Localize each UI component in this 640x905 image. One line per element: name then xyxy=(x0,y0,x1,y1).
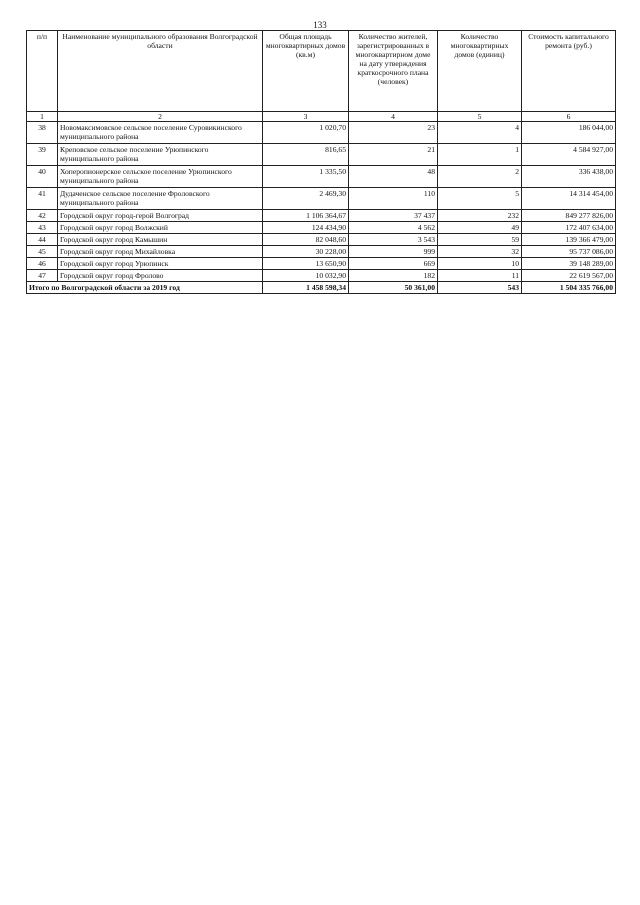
column-number: 6 xyxy=(522,112,616,122)
row-cost: 172 407 634,00 xyxy=(522,222,616,234)
row-name: Городской округ город-герой Волгоград xyxy=(58,210,263,222)
row-name: Креповское сельское поселение Урюпинского муниципального района xyxy=(58,144,263,166)
row-cost: 4 584 927,00 xyxy=(522,144,616,166)
row-residents: 48 xyxy=(349,166,438,188)
row-residents: 182 xyxy=(349,270,438,282)
table-row xyxy=(27,246,616,258)
column-numbers-row xyxy=(27,112,616,122)
table-row xyxy=(27,166,616,188)
row-residents: 669 xyxy=(349,258,438,270)
row-no: 39 xyxy=(27,144,58,166)
total-label: Итого по Волгоградской области за 2019 год xyxy=(27,282,263,294)
row-name: Городской округ город Камышин xyxy=(58,234,263,246)
table-row xyxy=(27,234,616,246)
row-cost: 849 277 826,00 xyxy=(522,210,616,222)
table-header-row xyxy=(27,31,616,112)
column-number: 1 xyxy=(27,112,58,122)
row-residents: 4 562 xyxy=(349,222,438,234)
row-name: Дудаченское сельское поселение Фроловского муниципального района xyxy=(58,188,263,210)
row-residents: 3 543 xyxy=(349,234,438,246)
row-cost: 95 737 086,00 xyxy=(522,246,616,258)
row-residents: 23 xyxy=(349,122,438,144)
page-number: 133 xyxy=(313,20,327,30)
row-name: Городской округ город Фролово xyxy=(58,270,263,282)
row-cost: 22 619 567,00 xyxy=(522,270,616,282)
column-number: 4 xyxy=(349,112,438,122)
column-number: 5 xyxy=(438,112,522,122)
row-area: 2 469,30 xyxy=(263,188,349,210)
row-area: 13 650,90 xyxy=(263,258,349,270)
row-area: 124 434,90 xyxy=(263,222,349,234)
row-no: 38 xyxy=(27,122,58,144)
row-no: 43 xyxy=(27,222,58,234)
row-cost: 186 044,00 xyxy=(522,122,616,144)
row-name: Городской округ город Урюпинск xyxy=(58,258,263,270)
row-cost: 139 366 479,00 xyxy=(522,234,616,246)
row-area: 816,65 xyxy=(263,144,349,166)
row-houses: 49 xyxy=(438,222,522,234)
row-no: 42 xyxy=(27,210,58,222)
row-houses: 59 xyxy=(438,234,522,246)
header-area: Общая площадь многоквартирных домов (кв.м) xyxy=(263,31,349,112)
table-row xyxy=(27,144,616,166)
repair-plan-table xyxy=(26,30,616,294)
table-row xyxy=(27,222,616,234)
row-area: 1 020,70 xyxy=(263,122,349,144)
row-residents: 21 xyxy=(349,144,438,166)
table-row xyxy=(27,210,616,222)
header-residents: Количество жителей, зарегистрированных в многоквартирном доме на дату утверждения краткосрочного плана (человек) xyxy=(349,31,438,112)
row-no: 40 xyxy=(27,166,58,188)
row-residents: 999 xyxy=(349,246,438,258)
header-houses: Количество многоквартирных домов (единиц) xyxy=(438,31,522,112)
row-houses: 2 xyxy=(438,166,522,188)
total-area: 1 458 598,34 xyxy=(263,282,349,294)
row-residents: 37 437 xyxy=(349,210,438,222)
header-name: Наименование муниципального образования Волгоградской области xyxy=(58,31,263,112)
table-row xyxy=(27,188,616,210)
row-no: 46 xyxy=(27,258,58,270)
row-area: 10 032,90 xyxy=(263,270,349,282)
row-houses: 10 xyxy=(438,258,522,270)
row-no: 44 xyxy=(27,234,58,246)
row-residents: 110 xyxy=(349,188,438,210)
total-cost: 1 504 335 766,00 xyxy=(522,282,616,294)
total-houses: 543 xyxy=(438,282,522,294)
header-cost: Стоимость капитального ремонта (руб.) xyxy=(522,31,616,112)
row-area: 1 335,50 xyxy=(263,166,349,188)
row-houses: 232 xyxy=(438,210,522,222)
row-name: Новомаксимовское сельское поселение Суровикинского муниципального района xyxy=(58,122,263,144)
column-number: 3 xyxy=(263,112,349,122)
row-name: Хоперопионерское сельское поселение Урюпинского муниципального района xyxy=(58,166,263,188)
row-no: 47 xyxy=(27,270,58,282)
row-name: Городской округ город Волжский xyxy=(58,222,263,234)
row-houses: 1 xyxy=(438,144,522,166)
row-area: 1 106 364,67 xyxy=(263,210,349,222)
row-cost: 39 148 289,00 xyxy=(522,258,616,270)
row-name: Городской округ город Михайловка xyxy=(58,246,263,258)
row-cost: 336 438,00 xyxy=(522,166,616,188)
row-area: 30 228,00 xyxy=(263,246,349,258)
header-no: п/п xyxy=(27,31,58,112)
row-cost: 14 314 454,00 xyxy=(522,188,616,210)
row-area: 82 048,60 xyxy=(263,234,349,246)
total-row xyxy=(27,282,616,294)
table-row xyxy=(27,270,616,282)
row-houses: 4 xyxy=(438,122,522,144)
row-houses: 11 xyxy=(438,270,522,282)
row-houses: 5 xyxy=(438,188,522,210)
row-no: 45 xyxy=(27,246,58,258)
total-residents: 50 361,00 xyxy=(349,282,438,294)
row-houses: 32 xyxy=(438,246,522,258)
table-row xyxy=(27,258,616,270)
column-number: 2 xyxy=(58,112,263,122)
row-no: 41 xyxy=(27,188,58,210)
table-row xyxy=(27,122,616,144)
